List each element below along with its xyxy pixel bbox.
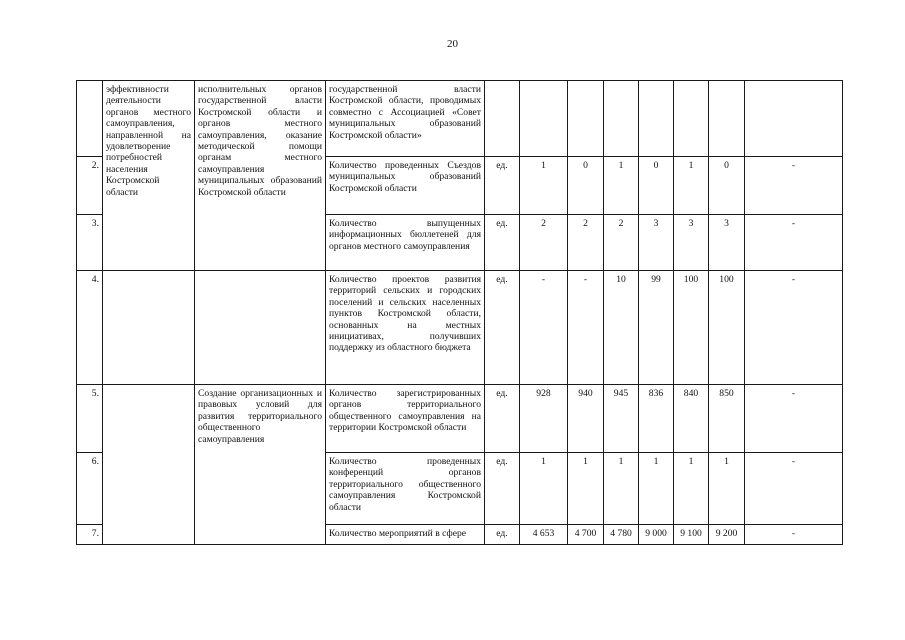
page-number: 20	[447, 38, 458, 50]
value-cell: 1	[520, 453, 568, 525]
empty-cell	[103, 385, 195, 545]
row-number	[77, 81, 103, 157]
value-cell: 9 000	[639, 525, 674, 545]
indicator-name: Количество проведенных Съездов муниципальных образований Костромской области	[326, 157, 485, 215]
indicator-name: Количество выпущенных информационных бюллетеней для органов местного самоуправления	[326, 215, 485, 271]
indicator-name: Количество проектов развития территорий сельских и городских поселений и сельских населенных пунктов Костромской области, основанных на местных инициативах, получивших поддержку из областного бюджета	[326, 271, 485, 385]
value-cell: 100	[709, 271, 745, 385]
indicator-name: государственной власти Костромской области, проводимых совместно с Ассоциацией «Совет муниципальных образований Костромской области»	[326, 81, 485, 157]
value-cell: 2	[568, 215, 604, 271]
note-cell: -	[745, 385, 843, 453]
value-cell: 928	[520, 385, 568, 453]
table-row	[77, 385, 843, 453]
value-cell: 9 200	[709, 525, 745, 545]
value-cell: 1	[674, 453, 709, 525]
value-cell: 0	[709, 157, 745, 215]
row-number: 3.	[77, 215, 103, 271]
value-cell: 2	[604, 215, 639, 271]
row-number: 7.	[77, 525, 103, 545]
value-cell: 10	[604, 271, 639, 385]
empty-cell	[103, 271, 195, 385]
task-description: эффективности деятельности органов местного самоуправления, направленной на удовлетворение потребностей населения Костромской области	[103, 81, 195, 271]
note-cell: -	[745, 271, 843, 385]
indicators-table	[76, 80, 843, 545]
value-cell: 4 780	[604, 525, 639, 545]
unit-cell: ед.	[485, 385, 520, 453]
value-cell: 0	[568, 157, 604, 215]
indicator-name: Количество мероприятий в сфере	[326, 525, 485, 545]
note-cell: -	[745, 453, 843, 525]
value-cell: 0	[639, 157, 674, 215]
table-row	[77, 81, 843, 157]
unit-cell: ед.	[485, 215, 520, 271]
value-cell: 1	[674, 157, 709, 215]
value-cell	[709, 81, 745, 157]
value-cell: 1	[709, 453, 745, 525]
value-cell: 4 653	[520, 525, 568, 545]
note-cell: -	[745, 525, 843, 545]
value-cell: -	[568, 271, 604, 385]
value-cell	[639, 81, 674, 157]
value-cell: 1	[568, 453, 604, 525]
value-cell	[604, 81, 639, 157]
value-cell: 1	[639, 453, 674, 525]
unit-cell: ед.	[485, 157, 520, 215]
indicator-name: Количество зарегистрированных органов территориального общественного самоуправления на территории Костромской области	[326, 385, 485, 453]
note-cell: -	[745, 215, 843, 271]
value-cell: 840	[674, 385, 709, 453]
value-cell: 1	[604, 157, 639, 215]
unit-cell: ед.	[485, 525, 520, 545]
value-cell	[520, 81, 568, 157]
value-cell: 1	[604, 453, 639, 525]
value-cell: 945	[604, 385, 639, 453]
empty-cell	[195, 271, 326, 385]
value-cell: 4 700	[568, 525, 604, 545]
value-cell	[568, 81, 604, 157]
value-cell: 1	[520, 157, 568, 215]
value-cell: 836	[639, 385, 674, 453]
note-cell	[745, 81, 843, 157]
activity-description: исполнительных органов государственной власти Костромской области и органов местного самоуправления, оказание методической помощи органам местного самоуправления муниципальных образований Костромской области	[195, 81, 326, 271]
value-cell	[674, 81, 709, 157]
value-cell: 100	[674, 271, 709, 385]
value-cell: 9 100	[674, 525, 709, 545]
row-number: 4.	[77, 271, 103, 385]
unit-cell: ед.	[485, 453, 520, 525]
value-cell: 3	[709, 215, 745, 271]
unit-cell: ед.	[485, 271, 520, 385]
value-cell: 3	[639, 215, 674, 271]
row-number: 5.	[77, 385, 103, 453]
note-cell: -	[745, 157, 843, 215]
value-cell: 2	[520, 215, 568, 271]
row-number: 6.	[77, 453, 103, 525]
indicator-name: Количество проведенных конференций органов территориального общественного самоуправления Костромской области	[326, 453, 485, 525]
table-row	[77, 271, 843, 385]
activity-description: Создание организационных и правовых условий для развития территориального общественного самоуправления	[195, 385, 326, 545]
value-cell: -	[520, 271, 568, 385]
unit-cell	[485, 81, 520, 157]
value-cell: 3	[674, 215, 709, 271]
value-cell: 850	[709, 385, 745, 453]
value-cell: 99	[639, 271, 674, 385]
row-number: 2.	[77, 157, 103, 215]
value-cell: 940	[568, 385, 604, 453]
